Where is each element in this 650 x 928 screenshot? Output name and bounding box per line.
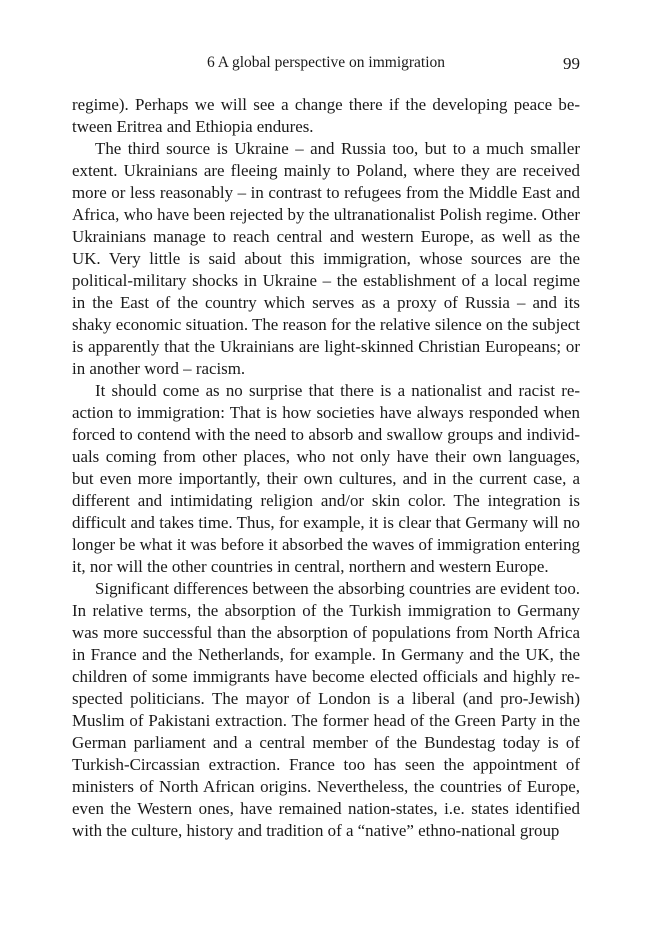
book-page: [72, 0, 580, 928]
chapter-running-title: 6 A global perspective on immigration: [206, 54, 446, 71]
body-text: [72, 94, 580, 842]
page-number: 99: [563, 54, 580, 73]
paragraph-continued: regime). Perhaps we will see a change there if the developing peace between Eritrea and Ethiopia endures.: [72, 95, 580, 136]
paragraph-nationalist-reaction: It should come as no surprise that there is a nationalist and racist reaction to immigration: That is how societies have always responded when forced to contend with the need to absorb and swallow groups and individuals coming from other places, who not only have their own languages, but even more importantly, their own cultures, and in the current case, a different and intimidating religion and/or skin color. The integration is difficult and takes time. Thus, for example, it is clear that Germany will no longer be what it was before it absorbed the waves of immigration entering it, nor will the other countries in central, northern and western Europe.: [72, 381, 580, 576]
running-head: [72, 54, 580, 76]
paragraph-ukraine: The third source is Ukraine – and Russia too, but to a much smaller extent. Ukrainians are fleeing mainly to Poland, where they are received more or less reasonably – in contrast to refugees from the Middle East and Africa, who have been rejected by the ultranationalist Polish regime. Other Ukrainians manage to reach central and western Europe, as well as the UK. Very little is said about this immigration, whose sources are the political-military shocks in Ukraine – the establishment of a local regime in the East of the country which serves as a proxy of Russia – and its shaky economic situation. The reason for the relative silence on the subject is apparently that the Ukrainians are light-skinned Christian Europeans; or in another word – racism.: [72, 139, 580, 378]
paragraph-absorbing-countries: Significant differences between the absorbing countries are evident too. In relative terms, the absorption of the Turkish immigration to Germany was more successful than the absorption of populations from North Africa in France and the Netherlands, for example. In Germany and the UK, the children of some immigrants have become elected officials and highly respected politicians. The mayor of London is a liberal (and pro-Jewish) Muslim of Pakistani extraction. The former head of the Green Party in the German parliament and a central member of the Bundestag today is of Turkish-Circassian extraction. France too has seen the appointment of ministers of North African origins. Nevertheless, the countries of Europe, even the Western ones, have remained nation-states, i.e. states identified with the culture, history and tradition of a “native” ethno-national group: [72, 579, 580, 840]
